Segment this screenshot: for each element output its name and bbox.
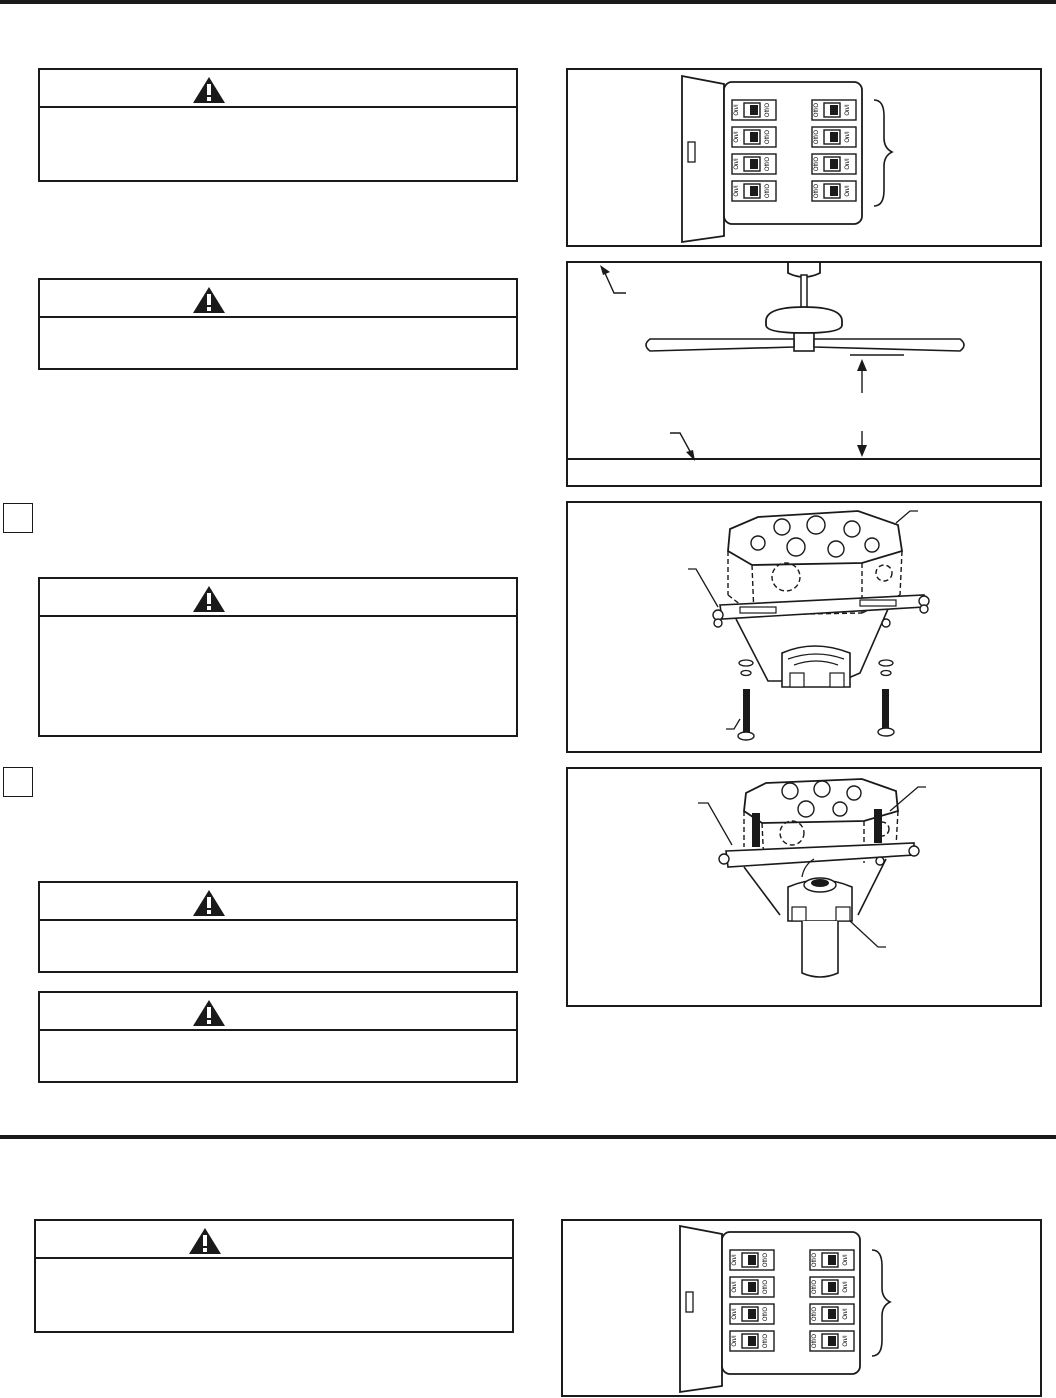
figure-bracket-mounted: [566, 767, 1042, 1007]
step-marker-1: [3, 503, 33, 533]
warning-triangle-icon: [192, 286, 226, 314]
warning-box-3: [38, 577, 518, 737]
warning-header: [40, 883, 516, 921]
breaker-switch-icon: [812, 127, 856, 147]
warning-box-6: [34, 1219, 514, 1333]
breaker-label: On/I: [732, 1308, 738, 1320]
warning-header: [40, 70, 516, 108]
breaker-panel-icon: [563, 1221, 1042, 1397]
warning-triangle-icon: [192, 999, 226, 1027]
breaker-switch-icon: [810, 1250, 854, 1270]
breaker-switch-icon: [732, 154, 776, 174]
breaker-label: On/I: [734, 131, 740, 143]
breaker-switch-icon: [812, 154, 856, 174]
breaker-label: Off/O: [814, 129, 820, 145]
breaker-switch-icon: [732, 181, 776, 201]
breaker-label: On/I: [845, 104, 851, 116]
warning-box-1: [38, 68, 518, 182]
step-marker-2: [3, 767, 33, 797]
ceiling-fan-icon: [568, 263, 1042, 487]
breaker-label: On/I: [734, 158, 740, 170]
breaker-label: Off/O: [812, 1279, 818, 1295]
breaker-label: Off/O: [765, 129, 771, 145]
warning-header: [40, 280, 516, 318]
breaker-label: On/I: [732, 1281, 738, 1293]
warning-triangle-icon: [192, 889, 226, 917]
warning-body: [36, 1259, 512, 1331]
breaker-label: On/I: [843, 1335, 849, 1347]
top-rule: [0, 0, 1056, 4]
breaker-label: Off/O: [814, 156, 820, 172]
breaker-label: Off/O: [765, 102, 771, 118]
warning-body: [40, 1031, 516, 1081]
warning-box-4: [38, 881, 518, 973]
breaker-label: On/I: [845, 131, 851, 143]
figure-fan-clearance: [566, 261, 1042, 487]
breaker-label: Off/O: [814, 102, 820, 118]
breaker-switch-icon: [812, 100, 856, 120]
breaker-label: Off/O: [812, 1252, 818, 1268]
breaker-label: Off/O: [763, 1333, 769, 1349]
breaker-switch-icon: [810, 1304, 854, 1324]
warning-header: [40, 579, 516, 617]
warning-body: [40, 617, 516, 735]
breaker-label: Off/O: [763, 1279, 769, 1295]
figure-breaker-panel-1: [566, 68, 1042, 247]
breaker-switch-icon: [730, 1277, 774, 1297]
breaker-switch-icon: [810, 1331, 854, 1351]
breaker-label: On/I: [843, 1281, 849, 1293]
breaker-label: On/I: [732, 1335, 738, 1347]
breaker-label: On/I: [845, 185, 851, 197]
breaker-switch-icon: [730, 1304, 774, 1324]
section-divider: [0, 1135, 1056, 1139]
breaker-label: Off/O: [763, 1306, 769, 1322]
breaker-switch-icon: [732, 100, 776, 120]
figure-breaker-panel-2: [561, 1219, 1042, 1397]
breaker-switch-icon: [812, 181, 856, 201]
breaker-label: Off/O: [812, 1333, 818, 1349]
breaker-switch-icon: [810, 1277, 854, 1297]
warning-header: [36, 1221, 512, 1259]
breaker-label: Off/O: [765, 156, 771, 172]
warning-body: [40, 318, 516, 368]
breaker-switch-icon: [730, 1331, 774, 1351]
breaker-label: On/I: [734, 185, 740, 197]
breaker-label: On/I: [732, 1254, 738, 1266]
breaker-label: On/I: [845, 158, 851, 170]
warning-header: [40, 993, 516, 1031]
warning-triangle-icon: [188, 1227, 222, 1255]
figure-outlet-box-bracket: [566, 501, 1042, 753]
warning-triangle-icon: [192, 585, 226, 613]
breaker-label: On/I: [843, 1308, 849, 1320]
mounting-bracket-icon: [568, 769, 1042, 1007]
breaker-label: Off/O: [812, 1306, 818, 1322]
breaker-switch-icon: [732, 127, 776, 147]
breaker-label: Off/O: [814, 183, 820, 199]
outlet-box-icon: [568, 503, 1042, 753]
warning-box-5: [38, 991, 518, 1083]
breaker-label: Off/O: [763, 1252, 769, 1268]
breaker-switch-icon: [730, 1250, 774, 1270]
breaker-label: On/I: [734, 104, 740, 116]
breaker-label: Off/O: [765, 183, 771, 199]
warning-body: [40, 921, 516, 971]
warning-triangle-icon: [192, 76, 226, 104]
warning-box-2: [38, 278, 518, 370]
breaker-label: On/I: [843, 1254, 849, 1266]
breaker-panel-icon: [568, 70, 1042, 247]
warning-body: [40, 108, 516, 180]
